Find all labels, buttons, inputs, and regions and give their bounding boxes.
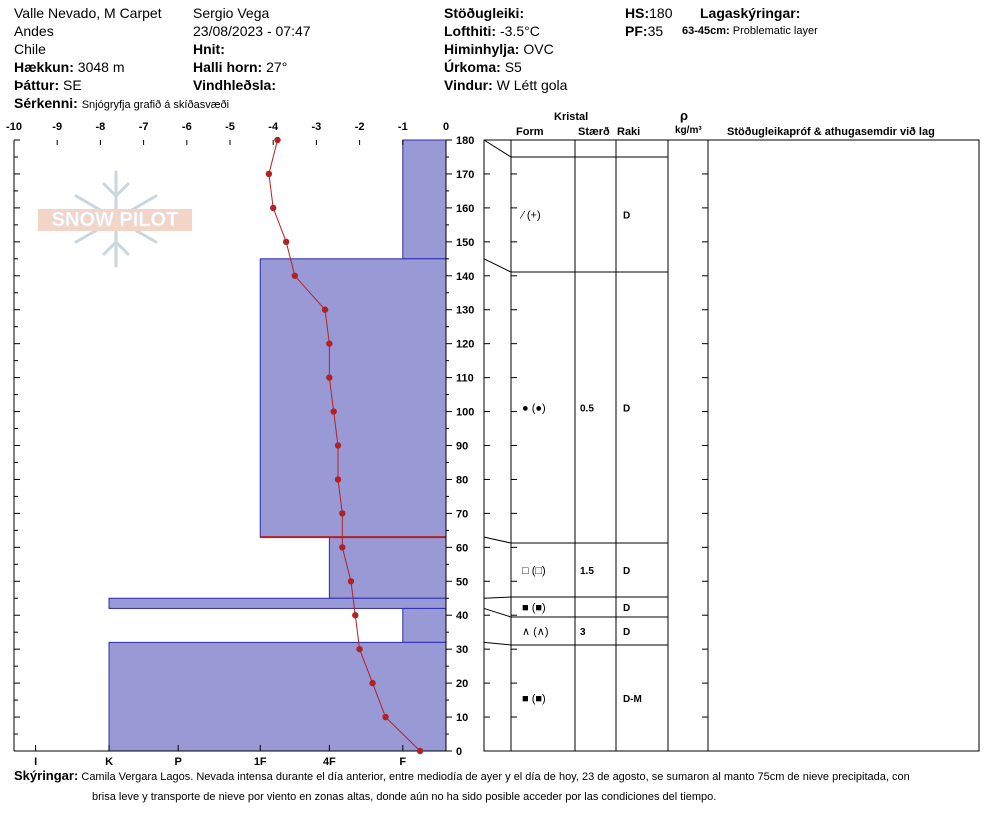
region: Andes (14, 23, 54, 39)
temp-tick-label: 0 (442, 121, 450, 133)
height-tick-label: 70 (456, 508, 469, 521)
height-tick-label: 120 (456, 338, 475, 351)
temperature-point (322, 307, 328, 313)
hardness-bar (403, 140, 446, 259)
layer-table-frame (484, 140, 979, 751)
layer-connector (484, 537, 511, 543)
pf-label: PF: (625, 23, 648, 39)
hardness-label: I (34, 756, 38, 768)
problem-range: 63-45cm: (682, 25, 730, 37)
aspect-value: SE (63, 77, 82, 93)
temp-tick-label: -8 (95, 121, 106, 133)
temperature-point (330, 408, 336, 414)
wind-label: Vindur: (444, 77, 493, 93)
layer-notes-label: Lagaskýringar: (700, 5, 801, 21)
coords-label: Hnit: (193, 41, 225, 57)
height-tick-label: 180 (456, 135, 475, 147)
grain-form: ⁄ (+) (522, 209, 541, 222)
size-header: Stærð (578, 126, 610, 138)
watermark-text: SNOW PILOT (51, 209, 179, 231)
hardness-label: 4F (322, 756, 336, 768)
temperature-point (283, 239, 289, 245)
airtemp-value: -3.5°C (499, 23, 540, 39)
height-tick-label: 0 (456, 746, 463, 758)
windloading-label: Vindhleðsla: (193, 77, 276, 93)
comments-text: Camila Vergara Lagos. Nevada intensa durante el día anterior, entre mediodía de ayer y el día de hoy, 23 de agosto, se sumaron al manto 75cm de nieve precipitada, con (81, 771, 910, 783)
hardness-label: F (399, 756, 407, 768)
temperature-point (266, 171, 272, 177)
temperature-point (339, 544, 345, 550)
layer-connector (484, 259, 511, 272)
specifics-label: Sérkenni: (14, 95, 78, 111)
temp-tick-label: -6 (181, 121, 192, 133)
aspect-label: Þáttur: (14, 77, 60, 93)
height-tick-label: 60 (456, 542, 469, 555)
height-tick-label: 50 (456, 576, 469, 589)
wind-value: W Létt gola (496, 77, 568, 93)
moisture: D (623, 210, 631, 222)
pf-value: 35 (647, 23, 664, 39)
observer: Sergio Vega (193, 5, 270, 21)
temperature-point (352, 612, 358, 618)
elevation-value: 3048 m (77, 59, 125, 75)
airtemp-label: Lofthiti: (444, 23, 497, 39)
temperature-point (369, 680, 375, 686)
moisture-header: Raki (617, 126, 641, 138)
hardness-bar (109, 598, 446, 608)
hs-label: HS: (625, 5, 650, 21)
temp-tick-label: -2 (354, 121, 365, 133)
form-header: Form (516, 126, 544, 138)
height-tick-label: 130 (456, 304, 475, 317)
tests-header: Stöðugleikapróf & athugasemdir við lag (727, 126, 935, 138)
datetime: 23/08/2023 - 07:47 (193, 23, 311, 39)
height-tick-label: 80 (456, 474, 469, 487)
moisture: D-M (623, 694, 642, 705)
hardness-bar (260, 259, 446, 537)
temp-tick-label: -4 (268, 121, 279, 133)
precip-value: S5 (504, 59, 522, 75)
comments-text-2: brisa leve y transporte de nieve por viento en zonas altas, donde aún no ha sido posible acceder por las condiciones del tiempo. (92, 791, 717, 803)
height-tick-label: 30 (456, 644, 469, 657)
sky-value: OVC (523, 41, 554, 57)
temperature-point (417, 748, 423, 754)
height-tick-label: 160 (456, 202, 475, 215)
grain-size: 3 (580, 627, 586, 638)
height-tick-label: 110 (456, 372, 474, 385)
temperature-point (348, 578, 354, 584)
grain-form: ● (●) (522, 402, 546, 415)
temp-tick-label: -1 (397, 121, 408, 133)
layer-connector (484, 597, 511, 598)
snowpilot-watermark (38, 172, 192, 266)
moisture: D (623, 403, 631, 415)
temp-tick-label: -3 (311, 121, 322, 133)
temp-tick-label: -9 (52, 121, 63, 133)
hs-value: 180 (649, 5, 673, 21)
hardness-label: 1F (253, 756, 267, 768)
grain-form: ■ (■) (522, 693, 546, 705)
grain-form: ∧ (∧) (522, 626, 549, 638)
temp-tick-label: -7 (138, 121, 149, 133)
moisture: D (623, 566, 631, 577)
hardness-bar (403, 608, 446, 642)
temperature-point (274, 137, 280, 143)
density-symbol: ρ (680, 108, 689, 123)
grain-form: □ (□) (522, 565, 546, 577)
hardness-label: K (105, 756, 114, 768)
problem-text: Problematic layer (732, 25, 818, 37)
slope-value: 27° (266, 59, 288, 75)
specifics-value: Snjógryfja grafið á skíðasvæði (81, 99, 230, 111)
density-unit: kg/m³ (675, 125, 702, 136)
height-tick-label: 10 (456, 712, 469, 725)
comments-label: Skýringar: (14, 768, 79, 783)
height-tick-label: 40 (456, 610, 469, 623)
elevation-label: Hækkun: (14, 59, 74, 75)
grain-form: ■ (■) (522, 602, 546, 614)
temperature-point (326, 340, 332, 346)
height-tick-label: 100 (456, 406, 475, 419)
location: Valle Nevado, M Carpet (14, 5, 162, 21)
height-tick-label: 140 (456, 270, 475, 283)
temperature-point (270, 205, 276, 211)
crystal-header: Kristal (554, 111, 589, 123)
layer-connector (484, 642, 511, 645)
temperature-point (326, 374, 332, 380)
moisture: D (623, 603, 631, 614)
hardness-label: P (174, 756, 182, 768)
sky-label: Himinhylja: (444, 41, 520, 57)
temperature-point (335, 476, 341, 482)
height-tick-label: 20 (456, 678, 469, 691)
stability-label: Stöðugleiki: (444, 5, 525, 21)
moisture: D (623, 627, 631, 638)
height-tick-label: 170 (456, 168, 475, 181)
temperature-point (356, 646, 362, 652)
comments (14, 766, 984, 807)
temperature-point (382, 714, 388, 720)
hardness-bar (329, 537, 446, 598)
grain-size: 0.5 (580, 403, 594, 415)
slope-label: Halli horn: (193, 59, 263, 75)
temperature-point (292, 273, 298, 279)
temperature-point (335, 442, 341, 448)
country: Chile (14, 41, 46, 57)
layer-connector (484, 140, 511, 157)
hardness-bar (109, 642, 446, 751)
precip-label: Úrkoma: (444, 59, 501, 75)
height-tick-label: 90 (456, 440, 469, 453)
temp-tick-label: -5 (225, 121, 235, 133)
temp-tick-label: -10 (6, 121, 22, 133)
temperature-point (339, 510, 345, 516)
grain-size: 1.5 (580, 566, 594, 577)
height-tick-label: 150 (456, 236, 475, 249)
